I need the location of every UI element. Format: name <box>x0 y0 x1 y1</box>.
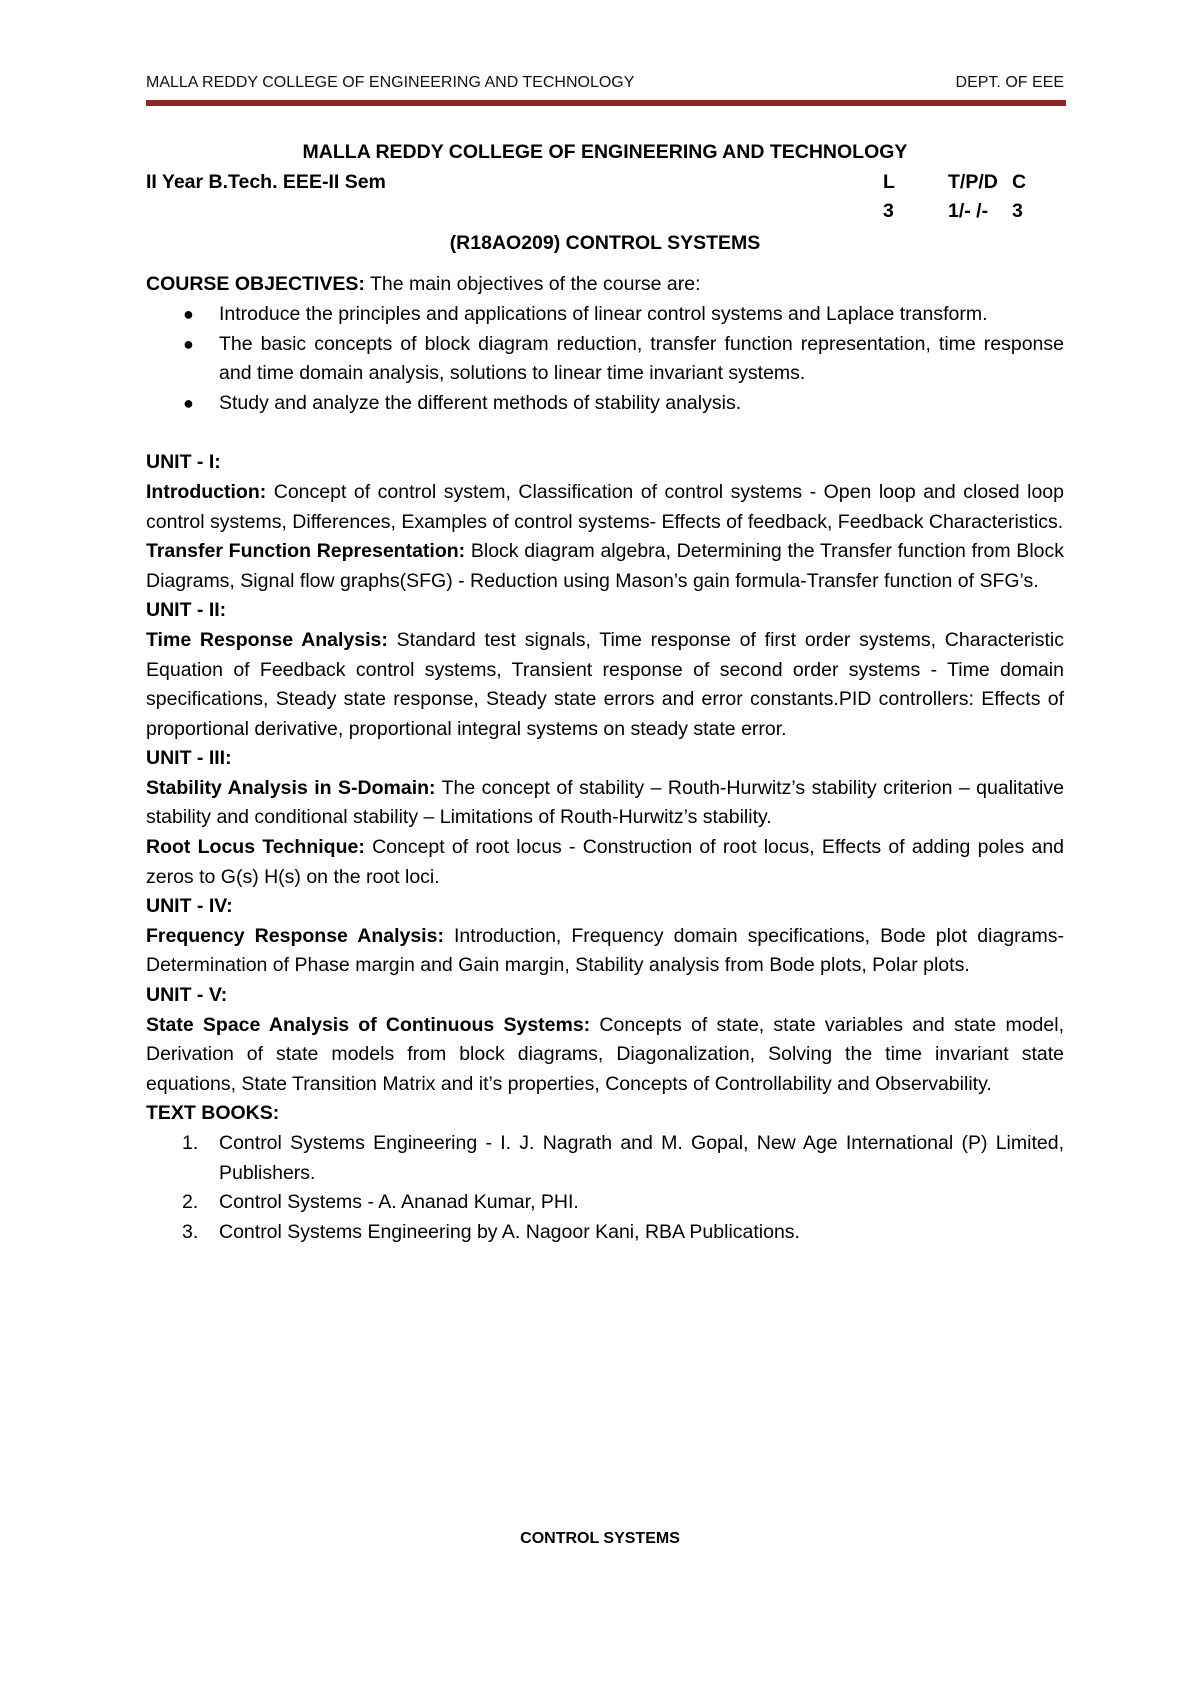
unit-3-root-locus: Root Locus Technique: Concept of root locus - Construction of root locus, Effects of adding poles and zeros to G(s) H(s) on the root loci. <box>146 836 1065 888</box>
meta-row-labels <box>146 168 1064 198</box>
objective-item: ● The basic concepts of block diagram reduction, transfer function representation, time response and time domain analysis, solutions to linear time invariant systems. <box>146 330 1064 389</box>
unit-2-time-response: Time Response Analysis: Standard test signals, Time response of first order systems, Characteristic Equation of Feedback control systems, Transient response of second order systems - Time domain specifications, Steady state response, Steady state errors and error constants.PID controllers: Effects of proportional derivative, proportional integral systems on steady state error. <box>146 628 1065 740</box>
unit-4-frequency-response: Frequency Response Analysis: Introduction, Frequency domain specifications, Bode plot diagrams-Determination of Phase margin and Gain margin, Stability analysis from Bode plots, Polar plots. <box>146 924 1064 977</box>
lecture-label: L <box>883 170 895 193</box>
unit-5-state-space: State Space Analysis of Continuous Systems: Concepts of state, state variables and state model, Derivation of state models from block diagrams, Diagonalization, Solving the time invariant state equations, State Transition Matrix and it’s properties, Concepts of Controllability and Observability. <box>146 1013 1064 1095</box>
credits-value: 3 <box>1012 200 1023 223</box>
unit-1-introduction: Introduction: Concept of control system, Classification of control systems - Open loop and closed loop control systems, Differences, Examples of control systems- Effects of feedback, Feedback Characteristics. <box>146 480 1064 533</box>
bullet-icon: ● <box>183 392 194 413</box>
objectives-intro-text: The main objectives of the course are: <box>364 273 701 296</box>
unit-3-heading: UNIT - III: <box>146 747 232 770</box>
unit-5-heading: UNIT - V: <box>146 984 228 1007</box>
text-book-item: 2. Control Systems - A. Ananad Kumar, PHI. <box>182 1191 579 1214</box>
objective-item: ● Introduce the principles and applications of linear control systems and Laplace transform. <box>146 300 1064 330</box>
text-books-list <box>146 1129 1064 1247</box>
text-book-item: 3. Control Systems Engineering by A. Nagoor Kani, RBA Publications. <box>182 1220 800 1243</box>
objectives-intro <box>146 270 1064 300</box>
tpd-label: T/P/D <box>948 170 998 193</box>
unit-2-heading: UNIT - II: <box>146 599 227 622</box>
header-department: DEPT. OF EEE <box>955 74 1064 91</box>
header-college-name: MALLA REDDY COLLEGE OF ENGINEERING AND TECHNOLOGY <box>146 74 635 91</box>
unit-1-heading: UNIT - I: <box>146 451 221 474</box>
lecture-value: 3 <box>883 200 894 223</box>
text-book-item: 1. Control Systems Engineering - I. J. Nagrath and M. Gopal, New Age International (P) Limited, Publishers. <box>182 1132 1064 1184</box>
unit-1-transfer-function: Transfer Function Representation: Block diagram algebra, Determining the Transfer function from Block Diagrams, Signal flow graphs(SFG) - Reduction using Mason’s gain formula-Transfer function of SFG’s. <box>146 540 1064 592</box>
objective-item: ● Study and analyze the different methods of stability analysis. <box>146 389 1064 419</box>
page-header <box>146 74 1064 92</box>
unit-4-heading: UNIT - IV: <box>146 895 233 918</box>
year-semester: II Year B.Tech. EEE-II Sem <box>146 170 386 193</box>
unit-3-stability: Stability Analysis in S-Domain: The concept of stability – Routh-Hurwitz’s stability criterion – qualitative stability and conditional stability – Limitations of Routh-Hurwitz’s stability. <box>146 776 1064 829</box>
document-title: MALLA REDDY COLLEGE OF ENGINEERING AND TECHNOLOGY <box>302 141 908 163</box>
objectives-label: COURSE OBJECTIVES: <box>146 273 365 296</box>
text-books-heading: TEXT BOOKS: <box>146 1102 280 1125</box>
header-rule <box>146 100 1066 106</box>
page-footer: CONTROL SYSTEMS <box>520 1530 680 1547</box>
bullet-icon: ● <box>183 333 194 354</box>
meta-row-values <box>146 197 1064 227</box>
course-code-title: (R18AO209) CONTROL SYSTEMS <box>449 231 761 254</box>
bullet-icon: ● <box>183 303 194 324</box>
objectives-list <box>146 300 1064 418</box>
tpd-value: 1/- /- <box>948 200 989 223</box>
syllabus-content <box>146 138 1064 1247</box>
credits-label: C <box>1012 170 1027 193</box>
